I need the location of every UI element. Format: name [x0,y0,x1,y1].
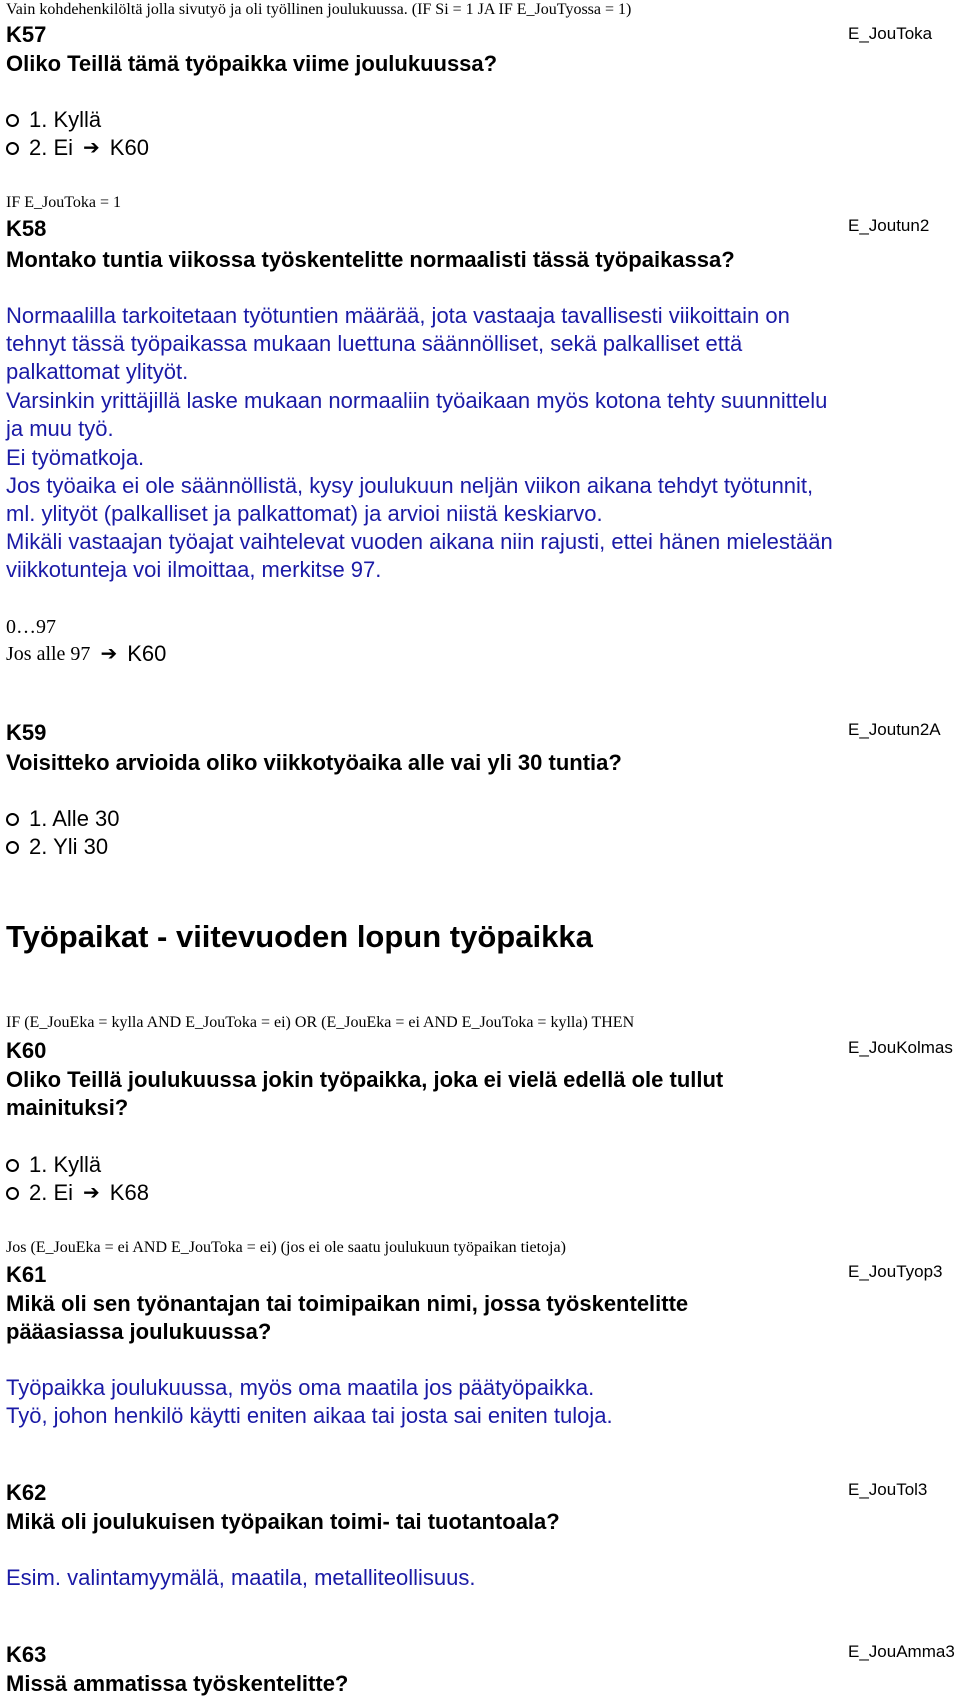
k58-skip-text: Jos alle 97 [6,643,91,665]
k58-instruction-4: Jos työaika ei ole säännöllistä, kysy joulukuun neljän viikon aikana tehdyt työtunnit, ml. ylityöt (palkalliset ja palkattomat) ja arvioi niistä keskiarvo. [6,473,814,526]
k62-instruction: Esim. valintamyymälä, maatila, metalliteollisuus. [6,1565,476,1590]
k57-option-2[interactable] [6,134,149,162]
radio-circle-icon[interactable] [6,1159,19,1172]
k58-condition: IF E_JouToka = 1 [6,194,122,211]
radio-circle-icon[interactable] [6,1187,19,1200]
k58-instruction-1: Normaalilla tarkoitetaan työtuntien määrää, jota vastaaja tavallisesti viikoittain on tehnyt tässä työpaikassa mukaan luettuna säännölliset, sekä palkalliset että palkattomat ylityöt. [6,303,790,384]
k58-variable: E_Joutun2 [848,216,930,235]
k59-option-2-label: 2. Yli 30 [29,834,109,859]
k60-question: Oliko Teillä joulukuussa jokin työpaikka, joka ei vielä edellä ole tullut mainituksi? [6,1067,724,1120]
k58-skip-target: K60 [127,641,167,666]
k59-question: Voisitteko arvioida oliko viikkotyöaika alle vai yli 30 tuntia? [6,750,622,775]
k59-variable: E_Joutun2A [848,720,941,739]
k63-number: K63 [6,1642,47,1667]
section-title: Työpaikat - viitevuoden lopun työpaikka [6,919,593,954]
radio-circle-icon[interactable] [6,841,19,854]
k58-number: K58 [6,216,47,241]
k61-number: K61 [6,1262,47,1287]
k57-option-1-label: 1. Kyllä [29,107,102,132]
k62-number: K62 [6,1480,47,1505]
k61-condition: Jos (E_JouEka = ei AND E_JouToka = ei) (jos ei ole saatu joulukuun työpaikan tietoja) [6,1239,566,1256]
k57-variable: E_JouToka [848,24,933,43]
right-arrow-icon: ➔ [83,137,100,159]
radio-circle-icon[interactable] [6,142,19,155]
k60-variable: E_JouKolmas [848,1038,953,1057]
k57-option-1[interactable] [6,106,101,134]
k61-variable: E_JouTyop3 [848,1262,943,1281]
k58-question: Montako tuntia viikossa työskentelitte normaalisti tässä työpaikassa? [6,247,735,272]
k58-range: 0…97 [6,616,56,638]
k60-option-1-label: 1. Kyllä [29,1152,102,1177]
right-arrow-icon: ➔ [83,1182,100,1204]
k60-condition: IF (E_JouEka = kylla AND E_JouToka = ei) OR (E_JouEka = ei AND E_JouToka = kylla) THEN [6,1014,635,1031]
k58-instruction-2: Varsinkin yrittäjillä laske mukaan normaaliin työaikaan myös kotona tehty suunnittelu ja muu työ. [6,388,828,441]
k59-option-1[interactable] [6,805,120,833]
k57-question: Oliko Teillä tämä työpaikka viime joulukuussa? [6,51,498,76]
radio-circle-icon[interactable] [6,114,19,127]
k57-number: K57 [6,22,47,47]
intro-condition: Vain kohdehenkilöltä jolla sivutyö ja oli työllinen joulukuussa. (IF Si = 1 JA IF E_JouTyossa = 1) [6,1,632,18]
k60-option-2-label: 2. Ei [29,1180,74,1205]
k62-variable: E_JouTol3 [848,1480,928,1499]
k63-variable: E_JouAmma3 [848,1642,955,1661]
k62-question: Mikä oli joulukuisen työpaikan toimi- tai tuotantoala? [6,1509,560,1534]
radio-circle-icon[interactable] [6,813,19,826]
k58-skip-instruction [6,640,166,668]
k58-instruction-5: Mikäli vastaajan työajat vaihtelevat vuoden aikana niin rajusti, ettei hänen mielestään viikkotunteja voi ilmoittaa, merkitse 97. [6,529,833,582]
k61-question: Mikä oli sen työnantajan tai toimipaikan nimi, jossa työskentelitte pääasiassa joulukuussa? [6,1291,689,1344]
k57-option-2-label: 2. Ei [29,135,74,160]
k60-number: K60 [6,1038,47,1063]
k59-number: K59 [6,720,47,745]
k60-option-2[interactable] [6,1179,149,1207]
right-arrow-icon: ➔ [100,643,118,665]
k61-instruction-2: Työ, johon henkilö käytti eniten aikaa tai josta sai eniten tuloja. [6,1403,613,1428]
k63-question: Missä ammatissa työskentelitte? [6,1671,349,1696]
k59-option-1-label: 1. Alle 30 [29,806,120,831]
k60-option-1[interactable] [6,1151,101,1179]
k57-skip-target: K60 [109,135,149,160]
k60-skip-target: K68 [109,1180,149,1205]
k58-instruction-3: Ei työmatkoja. [6,445,145,470]
k61-instruction-1: Työpaikka joulukuussa, myös oma maatila jos päätyöpaikka. [6,1375,595,1400]
k59-option-2[interactable] [6,833,108,861]
